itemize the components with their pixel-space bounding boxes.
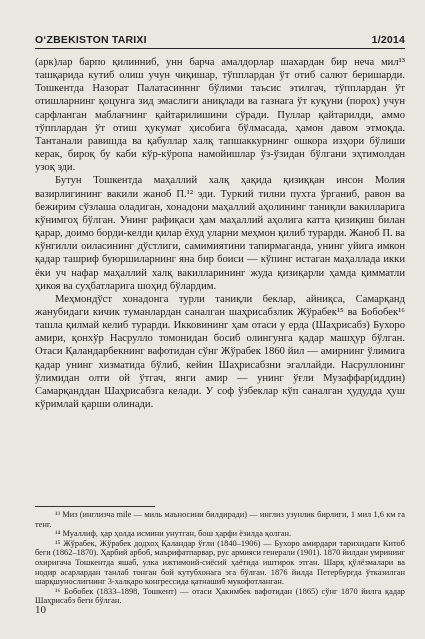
main-text <box>35 56 405 411</box>
issue-number: 1/2014 <box>371 34 405 46</box>
footnote: ¹³ Миз (инглизча mile — миль маъносини билдиради) — инглиз узунлик бирлиги, 1 мил 1,6 км га тенг. <box>35 510 405 529</box>
footnote: ¹⁴ Муаллиф, ҳар ҳолда исмини унутган, бош ҳарфи ёзилда қолган. <box>55 529 292 539</box>
footnotes <box>35 510 405 606</box>
footnote: ¹⁶ Бобобек (1833–1898, Тошкент) — отаси Ҳакимбек вафотидан (1865) сўнг 1870 йилга қадар Шаҳрисабз беги бўлган. <box>35 586 405 606</box>
paragraph: Бутун Тошкентда маҳаллий халқ ҳақида қизиққан инсон Молия вазирлигининг вакили жаноб П.¹² эди. Туркий тилни пухта ўрганиб, равон ва бежирим сўзлаша оладиган, хонадони маҳаллий аҳолининг таниқли вакилларига кўнимгоҳ бўлган. Унинг рафиқаси ҳам маҳаллий аҳолига катта қизиқиш билан қарар, доимо борди-келди қилар ёхуд уларни меҳмон қилиб турарди. Жаноб П. ва кўнгилли оиласининг дўстлиги, самимиятини тапирмаганда, унинг уйига имкон қадар ташриф буюршиларнинг яна бир боиси — кўпинг истаган маҳаллада икки ёки уч нафар маҳаллий халқ вакилларининг жуда қизиқарли ҳамда қимматли ҳикоя ва суҳбатларига шоҳид бўлардим. <box>35 175 405 292</box>
page-number: 10 <box>35 604 46 616</box>
journal-title: O‘ZBEKISTON TARIXI <box>35 34 147 46</box>
footnote-rule <box>35 506 155 507</box>
paragraph: Меҳмондўст хонадонга турли таниқли беклар, айниқса, Самарқанд жанубидаги кичик туманлардан саналган шаҳрисабзлик Жўрабек¹⁵ ва Бобобек¹⁶ ташла қилмай келиб турарди. Икковининг ҳам отаси у ерда (Шаҳрисабз) Бухоро амири, қонхўр Насрулло томонидан босиб олингунга қадар машҳур бўлган. Отаси Қаландарбекнинг вафотидан сўнг Жўрабек 1860 йил — амирнинг ўлимига қадар унинг хизматида бўлиб, кейин Шаҳрисабзни эгаллайди. Насруллонинг ўлимидан олти ой ўтгач, янги амир — унинг ўғли Музаффар(иддин) Самарқанддан Шаҳрисабзга келади. У соф ўзбеклар кўп саналган ҳудудда ҳуш кўримлай қарши олинади. <box>35 293 405 411</box>
paragraph: (арк)лар барпо қилинниб, унн барча амалдорлар шахардан бир неча мил¹³ ташқарида кутиб олиш учун чиқишар, тўпплардан ўт отиб салют беришарди. Тошкентда Назорат Палатасинннг бўлими таъсис этилгач, тўпплардан ўт отишларнинг қоцунга зид эмаслиги аниқлади ва газнага ўт куқуни (порох) учун сарфланган маблағнинг қайтарилишини сўради. Пуллар қайтарилди, аммо тўпплардан ўт отиш ҳукумат ҳисобига бўлмасада, ҳамон давом этмоқда. Тантанали равишда ва қабуллар халқ тапшаккурнинг ошкора изҳори бўлиши керак, бироқ бу каби кўр-кўропа намойишлар ўз-ўзидан бўлгани эҳтимолдан узоқ эди. <box>35 57 405 174</box>
footnote: ¹⁵ Жўрабек, Жўрабек додхоҳ Қаландар ўғли (1840–1906) — Бухоро амирдари тарихидаги Китоб беги (1862–1870). Ҳарбий арбоб, маърифатпарвар, рус армияси генерали (1901). 1870 йилдан умрининг охиригача Тошкентда яшаб, улка ижтимоий-сиёсий ҳаётида иштирок этган. Шарқ қўлёзмалари ва нодир асарлардан танлаб тонган бой кутубхонага эга бўлган. 1876 йилда Петербургда ўтказилган шарқшунослигнинг 3-халқаро конгрессида қатнашиб мукофотланган. <box>35 538 406 587</box>
running-header <box>35 28 405 46</box>
header-rule <box>35 48 405 49</box>
